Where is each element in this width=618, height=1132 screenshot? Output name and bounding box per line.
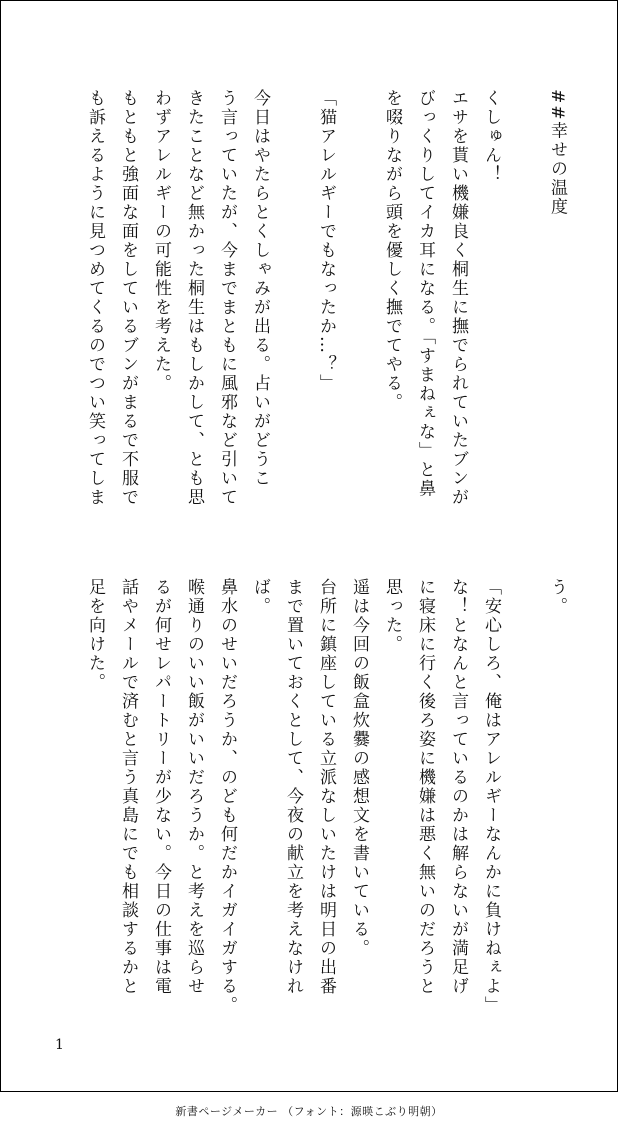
text-line: 「安心しろ、俺はアレルギーなんかに負けねぇよ」 [481,578,501,1015]
text-line: まで置いておくとして、今夜の献立を考えなけれ [283,578,303,996]
lower-text-block [53,578,573,1018]
text-line: う。 [547,578,567,616]
text-line: な！となんと言っているのかは解らないが満足げ [448,578,468,996]
page-number: 1 [55,1037,64,1053]
text-line: くしゅん！ [481,89,501,184]
text-line: エサを貰い機嫌良く桐生に撫でられていたブンが [448,89,468,507]
footer-caption: 新書ページメーカー （フォント：源暎こぶり明朝） [175,1105,443,1118]
text-line: 今日はやたらとくしゃみが出る。占いがどうこ [250,89,270,488]
text-line: 遥は今回の飯盒炊爨の感想文を書いている。 [349,578,369,958]
text-line: びっくりしてイカ耳になる。「すまねぇな」と鼻 [415,89,435,499]
upper-text-block [53,89,573,529]
text-line: 鼻水のせいだろうか、のども何だかイガイガする。 [217,578,237,1015]
text-line [276,89,309,529]
text-line [507,89,540,529]
text-line: 「猫アレルギーでもなったか…？」 [316,89,336,393]
text-line: も訴えるように見つめてくるのでつい笑ってしま [85,89,105,507]
text-line: 足を向けた。 [85,578,105,692]
text-line [342,89,375,529]
text-line: ば。 [250,578,270,616]
text-line: もともと強面な面をしているブンがまるで不服で [118,89,138,507]
text-line: ##幸せの温度 [547,89,567,217]
text-line: わずアレルギーの可能性を考えた。 [151,89,171,393]
text-line: 喉通りのいい飯がいいだろうか。と考えを巡らせ [184,578,204,996]
text-line: に寝床に行く後ろ姿に機嫌は悪く無いのだろうと [415,578,435,996]
text-line: 思った。 [382,578,402,654]
text-line: 話やメールで済むと言う真島にでも相談するかと [118,578,138,996]
text-line: きたことなど無かった桐生はもしかして、とも思 [184,89,204,507]
text-line: 台所に鎮座している立派なしいたけは明日の出番 [316,578,336,996]
text-line: を啜りながら頭を優しく撫でてやる。 [382,89,402,412]
text-line [507,578,540,1018]
text-line: う言っていたが、今までまともに風邪など引いて [217,89,237,507]
text-line: るが何せレパートリーが少ない。今日の仕事は電 [151,578,171,996]
